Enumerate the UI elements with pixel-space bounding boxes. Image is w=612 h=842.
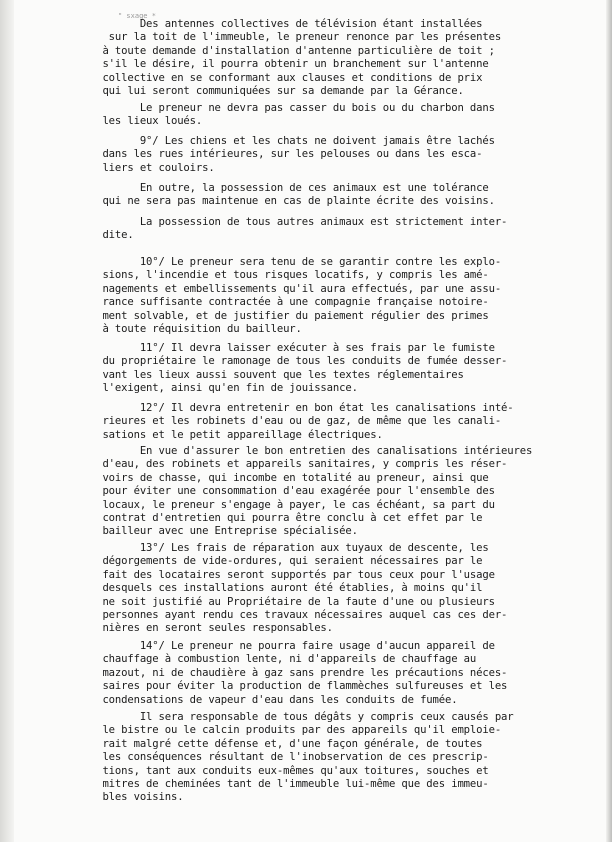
paragraph-art9-pets (90, 135, 495, 175)
text-line: qui lui seront communiquées sur sa demande par la Gérance. (90, 85, 464, 98)
text-line: ne soit justifié au Propriétaire de la faute d'une ou plusieurs (90, 595, 495, 608)
paragraph-liability (90, 711, 514, 805)
text-line: liers et couloirs. (90, 161, 215, 174)
text-line: personnes ayant rendu ces travaux nécessaires auquel cas ces der- (90, 609, 508, 622)
text-line: voirs de chasse, qui incombe en totalité au preneur, ainsi que (90, 471, 489, 484)
paragraph-maintenance (90, 445, 532, 539)
text-line: le bistre ou le calcin produits par des appareils qu'il emploie- (90, 724, 502, 737)
text-line: sions, l'incendie et tous risques locatifs, y compris les amé- (90, 269, 489, 282)
text-line: du propriétaire le ramonage de tous les conduits de fumée desser- (90, 355, 508, 368)
text-line: locaux, le preneur s'engage à payer, le cas échéant, sa part du (90, 498, 495, 511)
text-line: nagements et embellissements qu'il aura effectués, par une assu- (90, 282, 502, 295)
text-line: sations et le petit appareillage électriques. (90, 428, 383, 441)
text-line: dégorgements de vide-ordures, qui seraient nécessaires par le (90, 555, 483, 568)
paragraph-antennas (90, 18, 501, 98)
paragraph-art11-chimney (90, 342, 507, 396)
text-line: La possession de tous autres animaux est strictement inter- (90, 216, 508, 228)
scan-shadow-right (606, 0, 612, 842)
text-line: les lieux loués. (90, 115, 203, 128)
text-line: rance suffisante contractée à une compagnie française notoire- (90, 296, 489, 309)
text-line: 14°/ Le preneur ne pourra faire usage d'aucun appareil de (90, 640, 495, 652)
text-line: dans les rues intérieures, sur les pelouses ou dans les esca- (90, 148, 483, 161)
paragraph-art13-drains (90, 542, 507, 636)
text-line: En outre, la possession de ces animaux est une tolérance (90, 182, 489, 194)
text-line: rieures et les robinets d'eau ou de gaz, de même que les canali- (90, 415, 502, 428)
text-line: rait malgré cette défense et, d'une façon générale, de toutes (90, 737, 483, 750)
text-line: s'il le désire, il pourra obtenir un branchement sur l'antenne (90, 58, 489, 71)
text-line: 9°/ Les chiens et les chats ne doivent jamais être lachés (90, 135, 495, 147)
text-line: Le preneur ne devra pas casser du bois ou du charbon dans (90, 102, 495, 114)
text-line: En vue d'assurer le bon entretien des canalisations intérieures (90, 445, 533, 457)
text-line: sur la toit de l'immeuble, le preneur renonce par les présentes (90, 31, 502, 44)
paragraph-art14-heating (90, 640, 507, 707)
text-line: Il sera responsable de tous dégâts y compris ceux causés par (90, 711, 514, 723)
text-line: mitres de cheminées tant de l'immeuble lui-même que des immeu- (90, 778, 489, 791)
text-line: saires pour éviter la production de flammèches sulfureuses et les (90, 680, 508, 693)
text-line: bles voisins. (90, 791, 184, 804)
text-line: d'eau, des robinets et appareils sanitaires, y compris les réser- (90, 458, 508, 471)
text-line: à toute demande d'installation d'antenne particulière de toit ; (90, 44, 495, 57)
paragraph-pets-tolerance (90, 182, 495, 209)
text-line: vant les lieux aussi souvent que les textes réglementaires (90, 368, 464, 381)
text-line: condensations de vapeur d'eau dans les conduits de fumée. (90, 693, 458, 706)
text-line: 13°/ Les frais de réparation aux tuyaux de descente, les (90, 542, 489, 554)
text-line: desquels ces installations auront été établies, à moins qu'il (90, 582, 483, 595)
paragraph-art10-insurance (90, 256, 501, 336)
header-stamp: " sxage * (118, 12, 156, 20)
text-line: qui ne sera pas maintenue en cas de plainte écrite des voisins. (90, 195, 495, 208)
text-line: nières en seront seules responsables. (90, 622, 333, 635)
text-line: tions, tant aux conduits eux-mêmes qu'aux toitures, souches et (90, 764, 489, 777)
text-line: les conséquences résultant de l'inobservation de ces prescrip- (90, 751, 489, 764)
text-line: 10°/ Le preneur sera tenu de se garantir contre les explo- (90, 256, 502, 268)
text-line: contrat d'entretien qui pourra être conclu à cet effet par le (90, 512, 483, 525)
text-line: mazout, ni de chaudière à gaz sans prendre les précautions néces- (90, 666, 508, 679)
text-line: pour éviter une consommation d'eau exagérée pour l'ensemble des (90, 485, 495, 498)
text-line: 11°/ Il devra laisser exécuter à ses frais par le fumiste (90, 342, 495, 354)
paragraph-art12-pipes (90, 402, 514, 442)
text-line: à toute réquisition du bailleur. (90, 323, 302, 336)
text-line: fait des locataires seront supportés par tous ceux pour l'usage (90, 568, 495, 581)
scan-shadow-left (0, 0, 14, 842)
paragraph-wood-coal (90, 102, 495, 129)
text-line: Des antennes collectives de télévision étant installées (90, 18, 483, 30)
text-line: ment solvable, et de justifier du paiement régulier des primes (90, 309, 489, 322)
text-line: l'exigent, ainsi qu'en fin de jouissance. (90, 382, 358, 395)
text-line: dite. (90, 229, 134, 242)
text-line: 12°/ Il devra entretenir en bon état les canalisations inté- (90, 402, 514, 414)
paragraph-other-animals (90, 216, 507, 243)
text-line: bailleur avec une Entreprise spécialisée. (90, 525, 358, 538)
text-line: chauffage à combustion lente, ni d'appareils de chauffage au (90, 653, 477, 666)
text-line: collective en se conformant aux clauses et conditions de prix (90, 71, 483, 84)
